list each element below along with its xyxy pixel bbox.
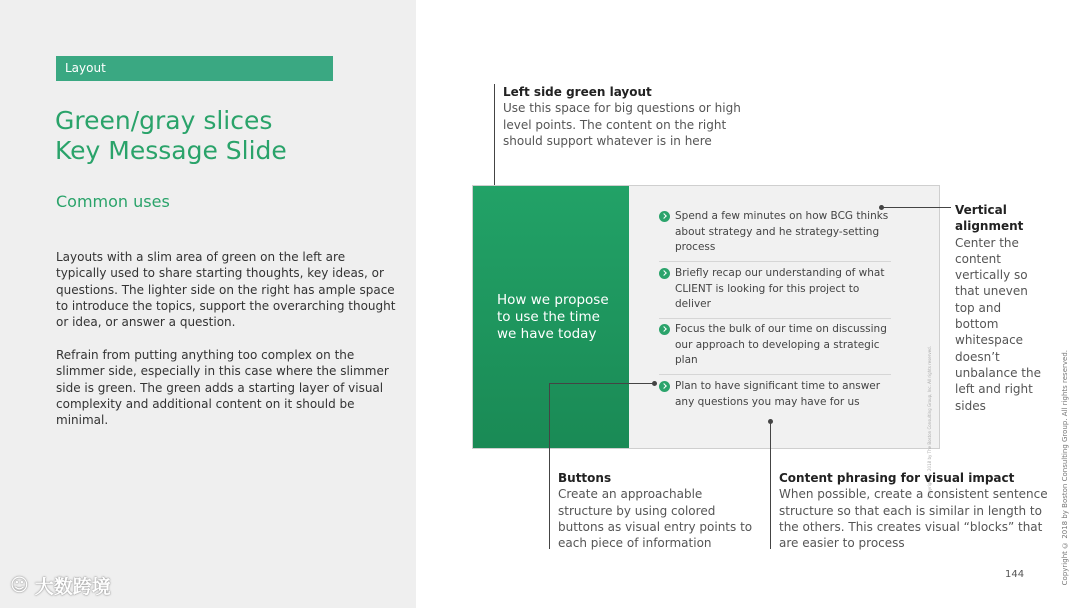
check-bullet-icon [659,324,670,335]
callout-title: Content phrasing for visual impact [779,471,1015,485]
connector-line [549,383,550,549]
watermark-logo-icon: ☺ [10,575,29,596]
callout-body: When possible, create a consistent sentence structure so that each is similar in length to the others. This creates visual “blocks” that are easier to process [779,487,1048,551]
page-number: 144 [1005,569,1025,580]
slide-item-text: Spend a few minutes on how BCG thinks about strategy and he strategy-setting process [675,210,889,254]
slide-green-panel [473,186,629,448]
callout-vertical-alignment [955,202,1045,414]
slide-item-text: Briefly recap our understanding of what CLIENT is looking for this project to deliver [675,267,885,311]
callout-title: Left side green layout [503,85,652,99]
check-bullet-icon [659,381,670,392]
connector-line [770,421,771,549]
callout-buttons [558,470,758,551]
connector-line [881,207,951,208]
callout-content-phrasing [779,470,1054,551]
description-paragraph-1: Layouts with a slim area of green on the left are typically used to share starting thoughts, key ideas, or questions. The lighter side on the right has ample space to introduce the topics, support the overarching thought or idea, or answer a question. [56,250,396,330]
callout-body: Center the content vertically so that uneven top and bottom whitespace doesn’t unbalance the left and right sides [955,235,1041,413]
slide-list-item [659,209,891,256]
slide-item-text: Plan to have significant time to answer any questions you may have for us [675,380,881,408]
left-panel [0,0,416,608]
check-bullet-icon [659,268,670,279]
check-bullet-icon [659,211,670,222]
slide-list-item [659,379,891,410]
slide-item-text: Focus the bulk of our time on discussing our approach to developing a strategic plan [675,323,887,367]
slide-list-item [659,322,891,369]
title-line-1: Green/gray slices [55,106,273,135]
common-uses-heading: Common uses [56,192,170,211]
page-copyright: Copyright © 2018 by Boston Consulting Group. All rights reserved. [1061,350,1069,586]
slide-copyright: Copyright © 2018 by The Boston Consulting Group, Inc. All rights reserved. [927,346,932,499]
watermark [10,572,111,599]
slide-list-item [659,266,891,313]
page-title [55,106,395,166]
layout-tag: Layout [56,56,333,81]
slide-divider [659,318,891,319]
slide-divider [659,261,891,262]
slide-heading: How we propose to use the time we have today [497,292,609,342]
description-paragraph-2: Refrain from putting anything too complex on the slimmer side, especially in this case where the slimmer side is green. The green adds a starting layer of visual complexity and additional content on it should be minimal. [56,348,389,428]
watermark-text: 大数跨境 [34,576,111,598]
callout-title: Buttons [558,471,612,485]
title-line-2: Key Message Slide [55,136,287,165]
slide-divider [659,374,891,375]
connector-line [549,383,654,384]
callout-left-side [503,84,743,149]
callout-body: Use this space for big questions or high level points. The content on the right should support whatever is in here [503,101,741,148]
callout-title: Vertical alignment [955,203,1024,234]
callout-body: Create an approachable structure by using colored buttons as visual entry points to each piece of information [558,487,753,551]
